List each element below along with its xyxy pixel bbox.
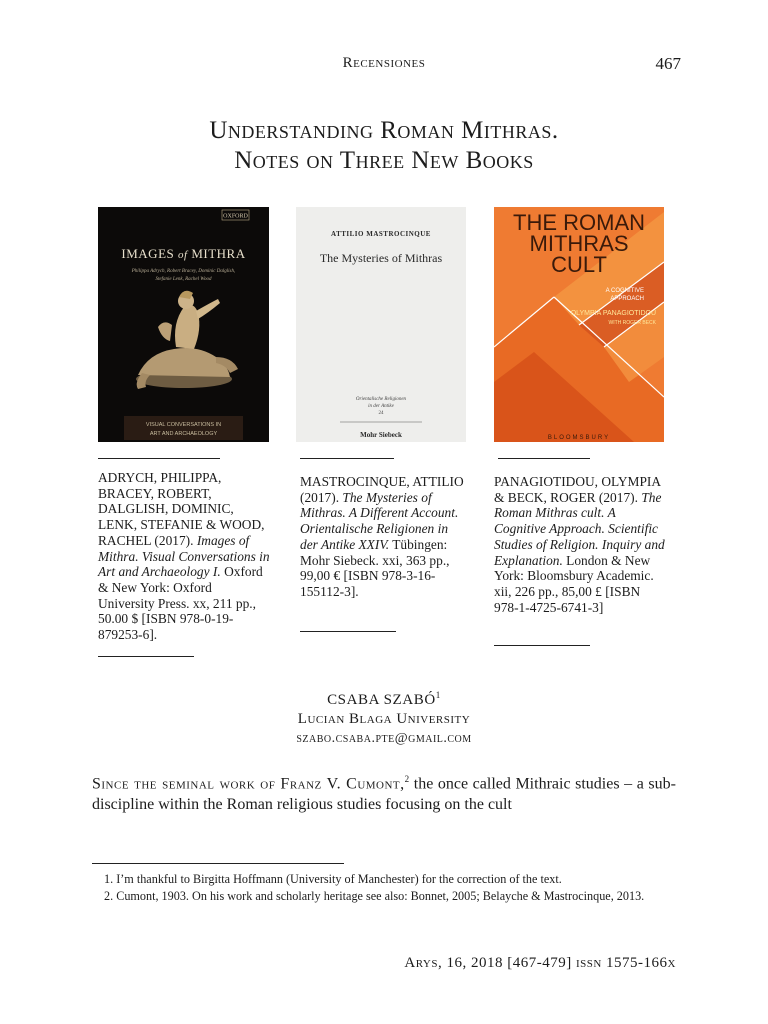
article-title-line-1: Understanding Roman Mithras. (209, 117, 559, 144)
footnote-1: 1. I’m thankful to Birgitta Hoffmann (University of Manchester) for the correction of the text. (104, 872, 562, 886)
cover1-authors-line-2: Stefanie Lenk, Rachel Wood (155, 277, 212, 282)
book-reference-3 (494, 474, 666, 615)
cover1-authors-line-1: Philippa Adrych, Robert Bracey, Dominic Dalglish, (131, 269, 236, 274)
cover2-author: ATTILIO MASTROCINQUE (331, 230, 431, 238)
cover-art-tauroctony (98, 207, 269, 442)
running-head: Recensiones (342, 55, 426, 71)
cover1-publisher-mark: OXFORD (223, 213, 248, 220)
lead-in-small-caps: Since the seminal work of Franz V. Cumont, (92, 775, 405, 793)
cover2-series-line-2: in der Antike (368, 404, 394, 409)
cover2-title: The Mysteries of Mithras (319, 251, 443, 265)
body-text-rest: the once called Mithraic studies – a sub-discipline within the Roman religious studies focusing on the cult (92, 775, 676, 814)
cover3-title-line-1: THE ROMAN (513, 210, 645, 235)
divider-rule (98, 458, 220, 459)
reference-authors: ADRYCH, PHILIPPA, BRACEY, ROBERT, DALGLISH, DOMINIC, LENK, STEFANIE & WOOD, RACHEL (2017). (98, 470, 265, 548)
cover3-title-line-2: MITHRAS (529, 231, 629, 256)
cover3-subtitle-line-2: APPROACH (610, 296, 644, 302)
journal-citation-footer: Arys, 16, 2018 [467-479] issn 1575-166x (404, 955, 676, 971)
footnotes (92, 871, 676, 904)
book-reference-2 (300, 474, 466, 600)
cover3-subtitle-line-1: A COGNITIVE (605, 288, 644, 294)
footnote-rule (92, 863, 344, 864)
cover3-author: OLYMPIA PANAGIOTIDOU (570, 310, 656, 317)
cover1-series-line-2: ART AND ARCHAEOLOGY (149, 431, 218, 437)
reference-title: The Roman Mithras cult. A Cognitive Approach. Scientific Studies of Religion. Inquiry and Explanation. (494, 489, 665, 568)
page-number: 467 (655, 54, 681, 73)
cover3-title-line-3: CULT (551, 252, 607, 277)
reference-title: Images of Mithra. Visual Conversations in Art and Archaeology I. (98, 532, 270, 580)
author-block (0, 690, 768, 747)
divider-rule (98, 656, 194, 657)
reference-title: The Mysteries of Mithras. A Different Account. Orientalische Religionen in der Antike XXIV. (300, 489, 459, 552)
reference-publication: Tübingen: Mohr Siebeck. xxi, 363 pp., 99,00 € [ISBN 978-3-16-155112-3]. (300, 536, 450, 599)
author-name: CSABA SZABÓ$^1$ (327, 690, 441, 708)
article-title-line-2: Notes on Three New Books (234, 147, 534, 174)
footnote-marker: 1 (435, 690, 441, 700)
author-affiliation: Lucian Blaga University (297, 711, 471, 727)
divider-rule (300, 458, 394, 459)
cover2-series-number: 24 (378, 411, 384, 416)
book-cover-mysteries-of-mithras (296, 207, 466, 442)
footnote-2: 2. Cumont, 1903. On his work and scholarly heritage see also: Bonnet, 2005; Belayche & Mastrocinque, 2013. (104, 888, 645, 903)
book-cover-images-of-mithra (98, 207, 269, 442)
book-cover-roman-mithras-cult (494, 207, 664, 442)
reference-authors: PANAGIOTIDOU, OLYMPIA & BECK, ROGER (2017). (494, 474, 661, 505)
reference-publication: Oxford & New York: Oxford University Press. xx, 211 pp., 50.00 $ [ISBN 978-0-19-879253-6]. (98, 564, 263, 643)
body-paragraph (92, 769, 676, 815)
cover1-title-of: of (178, 249, 188, 261)
cover1-series-line-1: VISUAL CONVERSATIONS IN (145, 422, 222, 428)
book-reference-1 (98, 470, 270, 643)
divider-rule (494, 645, 590, 646)
cover3-publisher: BLOOMSBURY (547, 435, 611, 441)
cover2-series-line-1: Orientalische Religionen (355, 397, 407, 402)
cover1-title-b: MITHRA (191, 246, 246, 261)
divider-rule (498, 458, 590, 459)
divider-rule (300, 631, 396, 632)
article-title (0, 116, 768, 176)
cover2-publisher: Mohr Siebeck (360, 431, 402, 439)
reference-publication: London & New York: Bloomsbury Academic. xii, 226 pp., 85,00 £ [ISBN 978-1-4725-6741-3] (494, 552, 654, 615)
svg-text:IMAGES of MITHRA (121, 246, 245, 261)
cover3-with-author: WITH ROGER BECK (608, 320, 656, 326)
reference-authors: MASTROCINQUE, ATTILIO (2017). (300, 474, 464, 505)
footnote-marker: 2 (404, 774, 410, 784)
author-email[interactable]: szabo.csaba.pte@gmail.com (296, 731, 472, 746)
cover1-title-a: IMAGES (121, 246, 175, 261)
